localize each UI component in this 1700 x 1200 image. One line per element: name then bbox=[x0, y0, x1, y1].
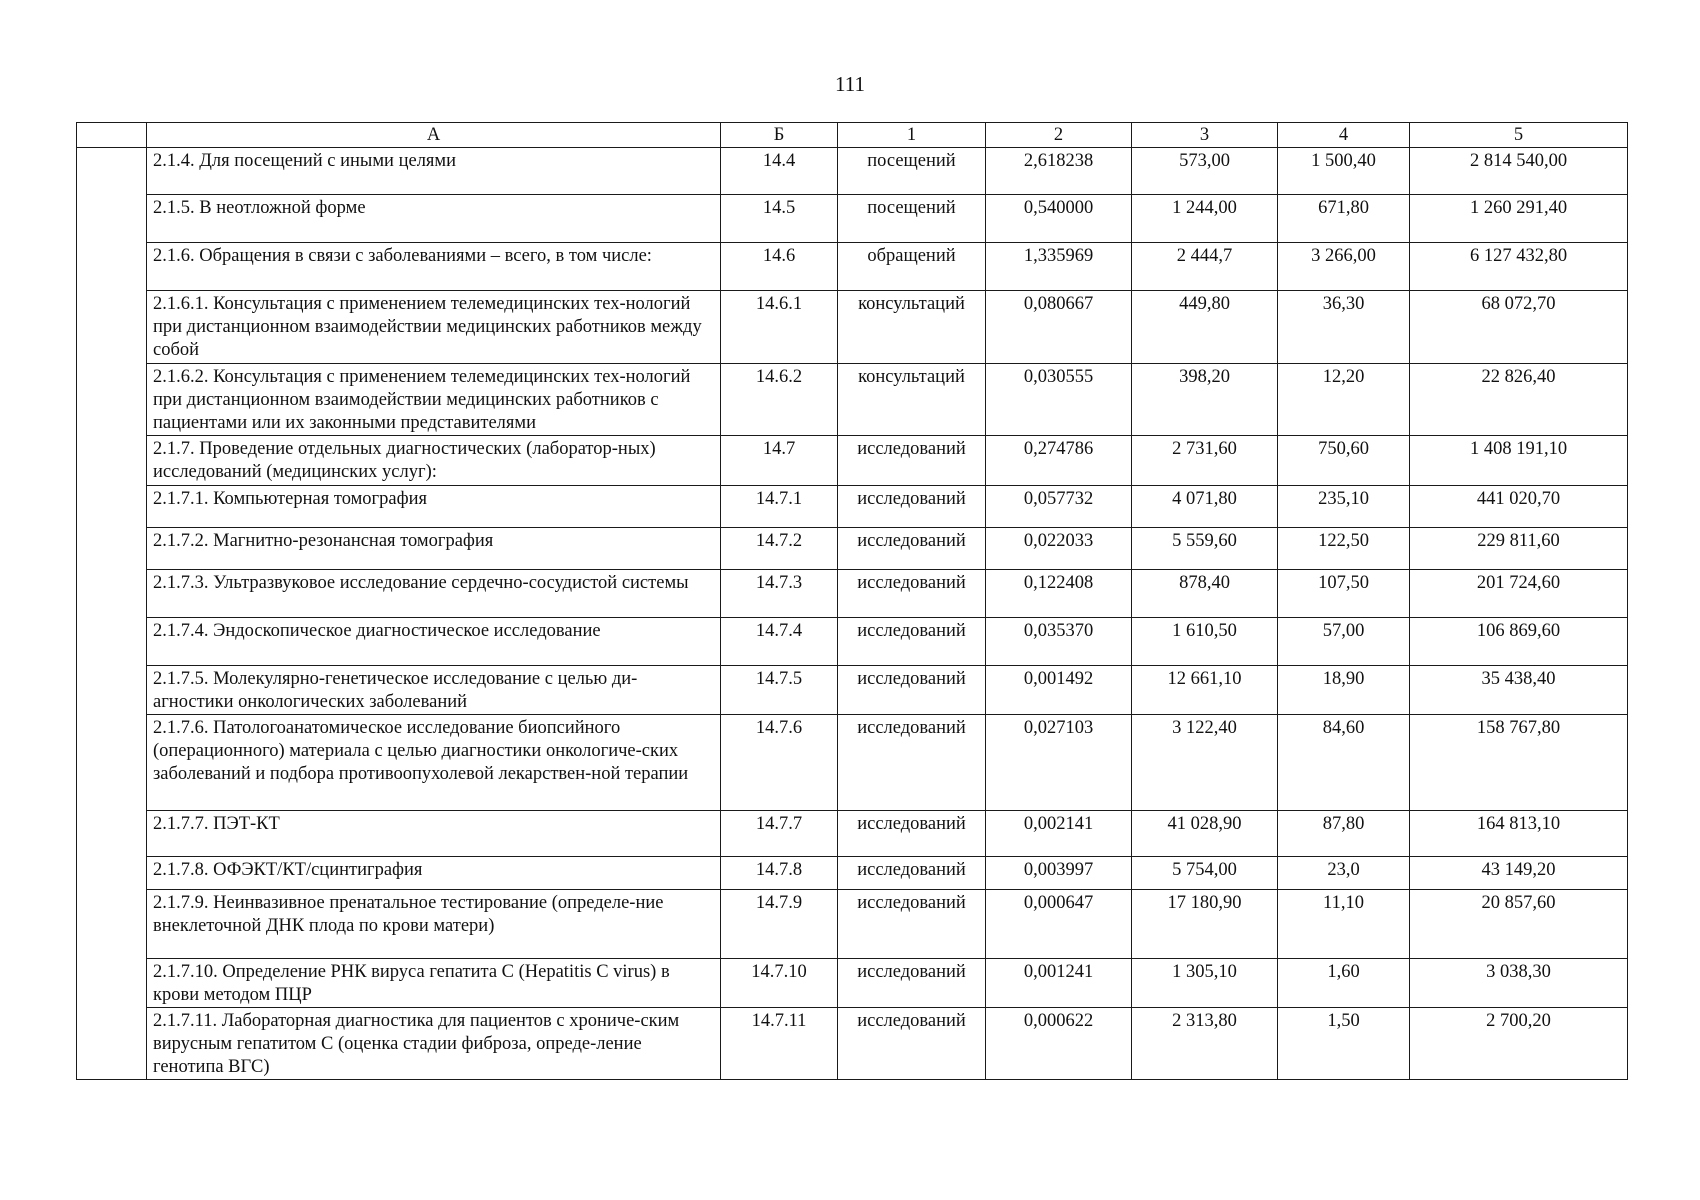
row-col3-cell: 12 661,10 bbox=[1132, 666, 1278, 715]
header-cell-4: 4 bbox=[1278, 123, 1410, 148]
row-name-cell: 2.1.7.6. Патологоанатомическое исследование биопсийного (операционного) материала с целью диагностики онкологиче-ских заболеваний и подбора противоопухолевой лекарствен-ной терапии bbox=[147, 715, 721, 811]
table-row bbox=[77, 857, 1628, 890]
row-spacer-cell bbox=[77, 618, 147, 666]
row-col2-cell: 0,274786 bbox=[986, 436, 1132, 486]
row-col4-cell: 12,20 bbox=[1278, 364, 1410, 436]
data-table bbox=[76, 122, 1628, 1080]
row-col5-cell: 201 724,60 bbox=[1410, 570, 1628, 618]
row-unit-cell: консультаций bbox=[838, 364, 986, 436]
row-col2-cell: 0,030555 bbox=[986, 364, 1132, 436]
row-col4-cell: 3 266,00 bbox=[1278, 243, 1410, 291]
row-col5-cell: 1 260 291,40 bbox=[1410, 195, 1628, 243]
row-col4-cell: 671,80 bbox=[1278, 195, 1410, 243]
row-spacer-cell bbox=[77, 811, 147, 857]
row-col4-cell: 1 500,40 bbox=[1278, 148, 1410, 195]
row-name-cell: 2.1.6. Обращения в связи с заболеваниями – всего, в том числе: bbox=[147, 243, 721, 291]
row-spacer-cell bbox=[77, 528, 147, 570]
row-code-cell: 14.7 bbox=[721, 436, 838, 486]
row-col4-cell: 107,50 bbox=[1278, 570, 1410, 618]
row-col4-cell: 11,10 bbox=[1278, 890, 1410, 959]
row-col2-cell: 0,002141 bbox=[986, 811, 1132, 857]
row-name-cell: 2.1.4. Для посещений с иными целями bbox=[147, 148, 721, 195]
table-row bbox=[77, 364, 1628, 436]
row-unit-cell: исследований bbox=[838, 857, 986, 890]
row-col4-cell: 18,90 bbox=[1278, 666, 1410, 715]
row-spacer-cell bbox=[77, 1008, 147, 1080]
row-name-cell: 2.1.7.4. Эндоскопическое диагностическое исследование bbox=[147, 618, 721, 666]
row-code-cell: 14.7.9 bbox=[721, 890, 838, 959]
row-unit-cell: исследований bbox=[838, 666, 986, 715]
row-col3-cell: 41 028,90 bbox=[1132, 811, 1278, 857]
row-col3-cell: 878,40 bbox=[1132, 570, 1278, 618]
row-col2-cell: 0,540000 bbox=[986, 195, 1132, 243]
row-name-cell: 2.1.7. Проведение отдельных диагностических (лаборатор-ных) исследований (медицинских услуг): bbox=[147, 436, 721, 486]
table-row bbox=[77, 528, 1628, 570]
row-code-cell: 14.6.1 bbox=[721, 291, 838, 364]
row-unit-cell: исследований bbox=[838, 959, 986, 1008]
table-row bbox=[77, 618, 1628, 666]
row-spacer-cell bbox=[77, 890, 147, 959]
row-spacer-cell bbox=[77, 243, 147, 291]
row-name-cell: 2.1.6.1. Консультация с применением телемедицинских тех-нологий при дистанционном взаимодействии медицинских работников между собой bbox=[147, 291, 721, 364]
row-col5-cell: 164 813,10 bbox=[1410, 811, 1628, 857]
row-spacer-cell bbox=[77, 857, 147, 890]
row-col3-cell: 5 754,00 bbox=[1132, 857, 1278, 890]
row-col3-cell: 4 071,80 bbox=[1132, 486, 1278, 528]
row-name-cell: 2.1.7.10. Определение РНК вируса гепатита С (Hepatitis C virus) в крови методом ПЦР bbox=[147, 959, 721, 1008]
row-unit-cell: исследований bbox=[838, 486, 986, 528]
row-col3-cell: 2 313,80 bbox=[1132, 1008, 1278, 1080]
row-col3-cell: 449,80 bbox=[1132, 291, 1278, 364]
row-col5-cell: 441 020,70 bbox=[1410, 486, 1628, 528]
row-code-cell: 14.7.10 bbox=[721, 959, 838, 1008]
row-col3-cell: 3 122,40 bbox=[1132, 715, 1278, 811]
row-spacer-cell bbox=[77, 148, 147, 195]
row-col2-cell: 2,618238 bbox=[986, 148, 1132, 195]
header-cell-a: А bbox=[147, 123, 721, 148]
row-col5-cell: 2 814 540,00 bbox=[1410, 148, 1628, 195]
table-row bbox=[77, 291, 1628, 364]
row-col3-cell: 2 444,7 bbox=[1132, 243, 1278, 291]
row-col4-cell: 87,80 bbox=[1278, 811, 1410, 857]
row-name-cell: 2.1.7.1. Компьютерная томография bbox=[147, 486, 721, 528]
row-col2-cell: 0,000647 bbox=[986, 890, 1132, 959]
table-row bbox=[77, 436, 1628, 486]
row-col3-cell: 1 244,00 bbox=[1132, 195, 1278, 243]
row-col5-cell: 158 767,80 bbox=[1410, 715, 1628, 811]
row-name-cell: 2.1.7.9. Неинвазивное пренатальное тестирование (определе-ние внеклеточной ДНК плода по крови матери) bbox=[147, 890, 721, 959]
row-col3-cell: 1 305,10 bbox=[1132, 959, 1278, 1008]
row-name-cell: 2.1.5. В неотложной форме bbox=[147, 195, 721, 243]
header-row bbox=[77, 123, 1628, 148]
table-row bbox=[77, 1008, 1628, 1080]
table-row bbox=[77, 666, 1628, 715]
row-unit-cell: исследований bbox=[838, 715, 986, 811]
row-col5-cell: 6 127 432,80 bbox=[1410, 243, 1628, 291]
table-row bbox=[77, 570, 1628, 618]
row-col5-cell: 229 811,60 bbox=[1410, 528, 1628, 570]
row-code-cell: 14.7.11 bbox=[721, 1008, 838, 1080]
row-spacer-cell bbox=[77, 364, 147, 436]
row-col5-cell: 2 700,20 bbox=[1410, 1008, 1628, 1080]
row-spacer-cell bbox=[77, 436, 147, 486]
row-unit-cell: исследований bbox=[838, 1008, 986, 1080]
row-col2-cell: 0,001492 bbox=[986, 666, 1132, 715]
row-name-cell: 2.1.7.3. Ультразвуковое исследование сердечно-сосудистой системы bbox=[147, 570, 721, 618]
row-code-cell: 14.7.2 bbox=[721, 528, 838, 570]
table-row bbox=[77, 195, 1628, 243]
row-code-cell: 14.5 bbox=[721, 195, 838, 243]
row-name-cell: 2.1.6.2. Консультация с применением телемедицинских тех-нологий при дистанционном взаимодействии медицинских работников с пациентами или их законными представителями bbox=[147, 364, 721, 436]
header-cell-2: 2 bbox=[986, 123, 1132, 148]
row-col4-cell: 235,10 bbox=[1278, 486, 1410, 528]
row-name-cell: 2.1.7.11. Лабораторная диагностика для пациентов с хрониче-ским вирусным гепатитом С (оценка стадии фиброза, опреде-ление генотипа ВГС) bbox=[147, 1008, 721, 1080]
header-spacer-cell bbox=[77, 123, 147, 148]
row-col5-cell: 35 438,40 bbox=[1410, 666, 1628, 715]
row-col3-cell: 17 180,90 bbox=[1132, 890, 1278, 959]
row-code-cell: 14.7.3 bbox=[721, 570, 838, 618]
row-col5-cell: 106 869,60 bbox=[1410, 618, 1628, 666]
header-cell-5: 5 bbox=[1410, 123, 1628, 148]
row-col2-cell: 0,027103 bbox=[986, 715, 1132, 811]
row-col5-cell: 3 038,30 bbox=[1410, 959, 1628, 1008]
row-spacer-cell bbox=[77, 715, 147, 811]
row-col2-cell: 1,335969 bbox=[986, 243, 1132, 291]
row-spacer-cell bbox=[77, 959, 147, 1008]
row-unit-cell: исследований bbox=[838, 436, 986, 486]
row-col4-cell: 23,0 bbox=[1278, 857, 1410, 890]
row-col4-cell: 57,00 bbox=[1278, 618, 1410, 666]
header-cell-3: 3 bbox=[1132, 123, 1278, 148]
row-code-cell: 14.6.2 bbox=[721, 364, 838, 436]
row-col4-cell: 750,60 bbox=[1278, 436, 1410, 486]
table-row bbox=[77, 715, 1628, 811]
row-col2-cell: 0,057732 bbox=[986, 486, 1132, 528]
table-row bbox=[77, 243, 1628, 291]
row-col5-cell: 22 826,40 bbox=[1410, 364, 1628, 436]
row-col4-cell: 1,60 bbox=[1278, 959, 1410, 1008]
table-row bbox=[77, 486, 1628, 528]
row-col2-cell: 0,001241 bbox=[986, 959, 1132, 1008]
page-number: 111 bbox=[835, 72, 865, 96]
row-col2-cell: 0,122408 bbox=[986, 570, 1132, 618]
row-col4-cell: 1,50 bbox=[1278, 1008, 1410, 1080]
row-spacer-cell bbox=[77, 291, 147, 364]
row-unit-cell: исследований bbox=[838, 618, 986, 666]
row-col3-cell: 398,20 bbox=[1132, 364, 1278, 436]
row-spacer-cell bbox=[77, 570, 147, 618]
row-name-cell: 2.1.7.8. ОФЭКТ/КТ/сцинтиграфия bbox=[147, 857, 721, 890]
row-spacer-cell bbox=[77, 486, 147, 528]
row-code-cell: 14.4 bbox=[721, 148, 838, 195]
row-code-cell: 14.7.4 bbox=[721, 618, 838, 666]
row-spacer-cell bbox=[77, 666, 147, 715]
row-col3-cell: 1 610,50 bbox=[1132, 618, 1278, 666]
table-row bbox=[77, 890, 1628, 959]
row-col2-cell: 0,022033 bbox=[986, 528, 1132, 570]
row-unit-cell: исследований bbox=[838, 890, 986, 959]
header-cell-b: Б bbox=[721, 123, 838, 148]
row-name-cell: 2.1.7.2. Магнитно-резонансная томография bbox=[147, 528, 721, 570]
row-spacer-cell bbox=[77, 195, 147, 243]
row-unit-cell: посещений bbox=[838, 148, 986, 195]
row-col5-cell: 20 857,60 bbox=[1410, 890, 1628, 959]
row-code-cell: 14.7.5 bbox=[721, 666, 838, 715]
table-row bbox=[77, 148, 1628, 195]
row-col2-cell: 0,000622 bbox=[986, 1008, 1132, 1080]
row-unit-cell: исследований bbox=[838, 570, 986, 618]
row-code-cell: 14.7.6 bbox=[721, 715, 838, 811]
row-col4-cell: 122,50 bbox=[1278, 528, 1410, 570]
row-col3-cell: 573,00 bbox=[1132, 148, 1278, 195]
row-col4-cell: 84,60 bbox=[1278, 715, 1410, 811]
row-code-cell: 14.7.8 bbox=[721, 857, 838, 890]
row-col5-cell: 1 408 191,10 bbox=[1410, 436, 1628, 486]
row-unit-cell: посещений bbox=[838, 195, 986, 243]
row-col5-cell: 68 072,70 bbox=[1410, 291, 1628, 364]
table-row bbox=[77, 811, 1628, 857]
row-name-cell: 2.1.7.5. Молекулярно-генетическое исследование с целью ди-агностики онкологических заболеваний bbox=[147, 666, 721, 715]
row-col2-cell: 0,003997 bbox=[986, 857, 1132, 890]
row-col4-cell: 36,30 bbox=[1278, 291, 1410, 364]
row-col3-cell: 5 559,60 bbox=[1132, 528, 1278, 570]
row-unit-cell: исследований bbox=[838, 528, 986, 570]
table-row bbox=[77, 959, 1628, 1008]
row-col2-cell: 0,035370 bbox=[986, 618, 1132, 666]
row-unit-cell: консультаций bbox=[838, 291, 986, 364]
row-name-cell: 2.1.7.7. ПЭТ-КТ bbox=[147, 811, 721, 857]
header-cell-1: 1 bbox=[838, 123, 986, 148]
row-code-cell: 14.6 bbox=[721, 243, 838, 291]
row-unit-cell: обращений bbox=[838, 243, 986, 291]
row-unit-cell: исследований bbox=[838, 811, 986, 857]
row-col5-cell: 43 149,20 bbox=[1410, 857, 1628, 890]
row-code-cell: 14.7.1 bbox=[721, 486, 838, 528]
row-code-cell: 14.7.7 bbox=[721, 811, 838, 857]
row-col3-cell: 2 731,60 bbox=[1132, 436, 1278, 486]
row-col2-cell: 0,080667 bbox=[986, 291, 1132, 364]
